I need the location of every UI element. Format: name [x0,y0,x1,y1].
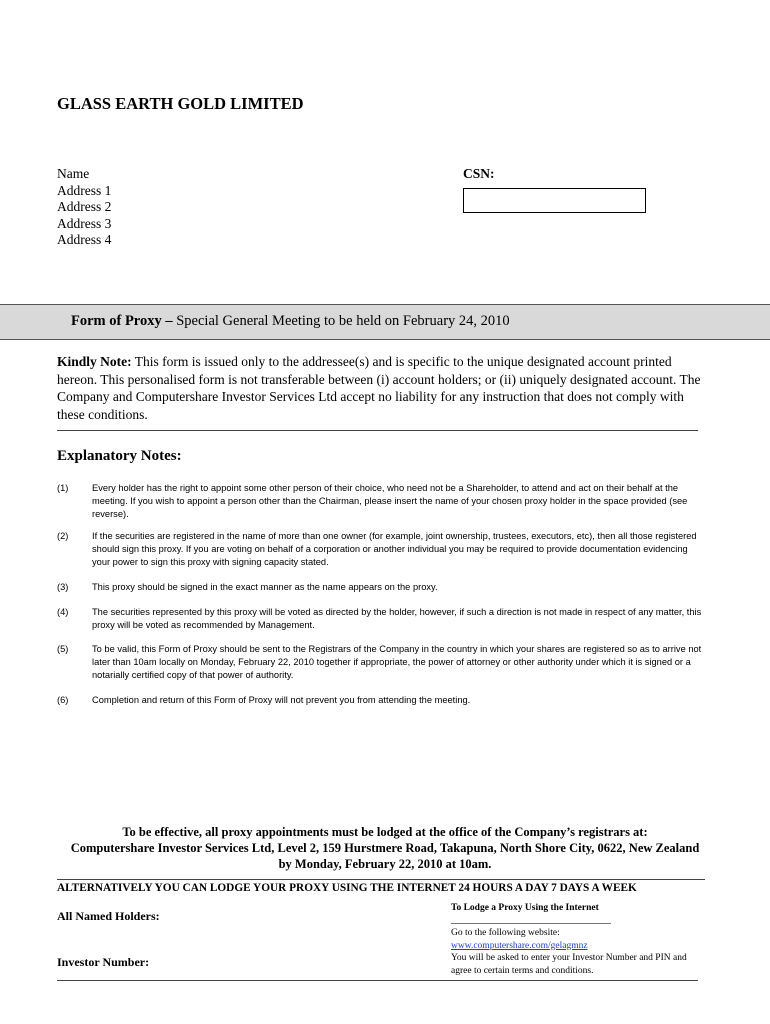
note-text: The securities represented by this proxy will be voted as directed by the holder, however, if such a direction is not made in respect of any matter, this proxy will be voted as recommended by Management. [92,607,702,630]
kindly-note-label: Kindly Note: [57,354,132,369]
csn-field[interactable] [463,188,646,213]
address-line-1: Address 1 [57,182,112,198]
internet-lodging-notice: ALTERNATIVELY YOU CAN LODGE YOUR PROXY USING THE INTERNET 24 HOURS A DAY 7 DAYS A WEEK [57,882,637,894]
note-number: (4) [57,607,69,617]
lodging-line-2: Computershare Investor Services Ltd, Level 2, 159 Hurstmere Road, Takapuna, North Shore City, 0622, New Zealand [70,841,700,855]
address-line-3: Address 3 [57,215,112,231]
banner-text [71,313,510,330]
note-number: (3) [57,582,69,592]
address-line-2: Address 2 [57,199,112,214]
kindly-note-text: This form is issued only to the addressee(s) and is specific to the unique designated account printed hereon. This personalised form is not transferable between (i) account holders; or (ii) uniquely designated account. The Company and Computershare Investor Services Ltd accept no liability for any instruction that does not comply with these conditions. [57,354,701,422]
note-text: To be valid, this Form of Proxy should be sent to the Registrars of the Company in the country in which your shares are registered so as to arrive not later than 10am locally on Monday, February 22, 2010 together if appropriate, the power of attorney or other authority under which it is signed or a notarially certified copy of that power of authority. [92,644,702,680]
divider-2 [57,879,705,880]
csn-label: CSN: [463,166,495,181]
lodge-line-instructions: You will be asked to enter your Investor Number and PIN and agree to certain terms and conditions. [451,953,687,976]
lodge-online-heading: To Lodge a Proxy Using the Internet [451,903,599,913]
divider-1 [57,430,698,431]
lodging-line-3: by Monday, February 22, 2010 at 10am. [278,857,492,871]
note-number: (2) [57,531,69,541]
lodging-instructions [40,824,730,872]
form-banner [0,304,770,340]
explanatory-heading: Explanatory Notes: [57,448,182,464]
lodge-online-instructions [451,927,691,977]
divider-3 [57,980,698,981]
computershare-link[interactable]: www.computershare.com/gelagmnz [451,940,588,951]
banner-meeting-text: Special General Meeting to be held on February 24, 2010 [172,313,510,329]
address-block [57,166,111,249]
investor-number-label: Investor Number: [57,955,150,969]
lodging-line-1: To be effective, all proxy appointments must be lodged at the office of the Company’s registrars at: [122,825,648,839]
note-text: Every holder has the right to appoint some other person of their choice, who need not be a Shareholder, to attend and act on their behalf at the meeting. If you wish to appoint a person other than the Chairman, please insert the name of your chosen proxy holder in the space provided (see reverse). [92,483,688,519]
address-line-4: Address 4 [57,232,112,247]
note-text: Completion and return of this Form of Proxy will not prevent you from attending the meeting. [92,695,471,705]
note-number: (5) [57,644,69,654]
address-name: Name [57,166,90,181]
note-number: (1) [57,483,69,493]
company-title: GLASS EARTH GOLD LIMITED [57,94,304,113]
all-named-holders-label: All Named Holders: [57,909,160,923]
banner-form-label: Form of Proxy – [71,313,173,329]
note-text: This proxy should be signed in the exact manner as the name appears on the proxy. [92,582,438,592]
note-number: (6) [57,695,69,705]
lodge-divider [451,923,611,924]
lodge-line-website: Go to the following website: [451,928,560,938]
note-text: If the securities are registered in the name of more than one owner (for example, joint ownership, trustees, executors, etc), then all those registered should sign this proxy. If you are voting on behalf of a corporation or another individual you may be required to provide documentation evidencing your power to sign this proxy with signing capacity stated. [92,531,697,567]
kindly-note [57,353,707,423]
